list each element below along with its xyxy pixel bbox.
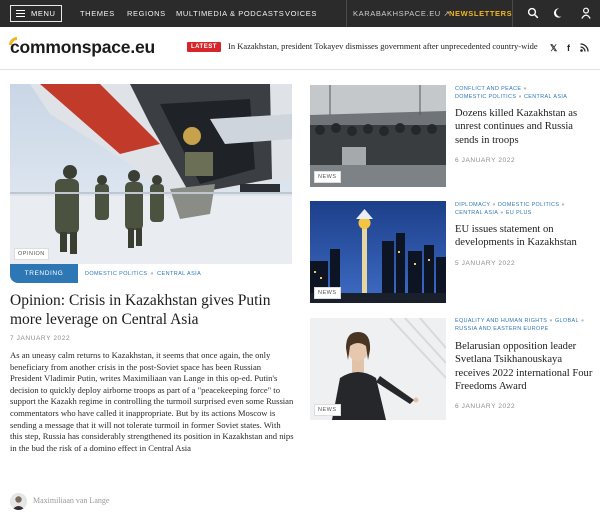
side-article-image[interactable] [310, 85, 446, 187]
news-badge[interactable]: NEWS [314, 287, 341, 299]
side-article-date: 6 JANUARY 2022 [455, 403, 516, 410]
category-link[interactable]: CONFLICT AND PEACE [455, 86, 522, 92]
hero-article-image[interactable] [10, 84, 292, 264]
karabakhspace-link[interactable]: KARABAKHSPACE.EU ↗ [353, 9, 451, 18]
category-link[interactable]: EQUALITY AND HUMAN RIGHTS [455, 318, 548, 324]
facebook-icon[interactable]: f [567, 43, 570, 53]
side-article-date: 5 JANUARY 2022 [455, 260, 516, 267]
category-link[interactable]: CENTRAL ASIA [455, 209, 499, 216]
menu-button[interactable] [10, 5, 62, 22]
menu-label: MENU [31, 9, 56, 18]
airplane-troops-photo [10, 84, 292, 264]
category-link[interactable]: RUSSIA AND EASTERN EUROPE [455, 325, 549, 332]
hero-article-date: 7 JANUARY 2022 [10, 335, 71, 342]
nav-link-voices[interactable]: VOICES [285, 9, 317, 18]
category-link[interactable]: DIPLOMACY [455, 202, 491, 208]
latest-badge: LATEST [187, 42, 221, 52]
hero-article-title[interactable]: Opinion: Crisis in Kazakhstan gives Putin more leverage on Central Asia [10, 292, 271, 328]
side-article-image[interactable] [310, 318, 446, 420]
side-article-title[interactable]: EU issues statement on developments in Kazakhstan [455, 224, 577, 249]
side-article-title[interactable]: Dozens killed Kazakhstan as unrest continues and Russia sends in troops [455, 108, 578, 146]
news-badge[interactable]: NEWS [314, 171, 341, 183]
category-link[interactable]: CENTRAL ASIA [157, 271, 202, 277]
user-icon[interactable] [580, 7, 592, 19]
nav-link-multimedia-podcasts[interactable]: MULTIMEDIA & PODCASTS [176, 9, 285, 18]
side-article-date: 6 JANUARY 2022 [455, 157, 516, 164]
side-article-categories: CONFLICT AND PEACE ● DOMESTIC POLITICS ● CENTRAL ASIA [455, 86, 568, 100]
top-navigation-bar [0, 0, 600, 27]
author-avatar[interactable] [10, 493, 27, 510]
nav-divider [346, 0, 347, 27]
author-photo [10, 493, 27, 510]
news-ticker[interactable]: In Kazakhstan, president Tokayev dismisses government after unprecedented country-wide [228, 41, 538, 51]
search-icon[interactable] [527, 7, 539, 19]
category-link[interactable]: DOMESTIC POLITICS [85, 271, 148, 277]
side-article-categories: DIPLOMACY ● DOMESTIC POLITICS ● CENTRAL ASIA ● EU PLUS [455, 202, 565, 216]
nav-link-regions[interactable]: REGIONS [127, 9, 166, 18]
author-name[interactable]: Maximiliaan van Lange [33, 496, 110, 505]
dark-mode-icon[interactable] [553, 7, 565, 19]
newsletters-link[interactable]: NEWSLETTERS [449, 9, 513, 18]
nav-divider [512, 0, 513, 27]
news-badge[interactable]: NEWS [314, 404, 341, 416]
side-article-image[interactable] [310, 201, 446, 303]
category-link[interactable]: GLOBAL [554, 318, 579, 324]
side-article-title[interactable]: Belarusian opposition leader Svetlana Tsikhanouskaya receives 2022 international Four Freedoms Award [455, 341, 593, 393]
category-link[interactable]: CENTRAL ASIA [523, 93, 568, 100]
rss-icon[interactable] [580, 43, 589, 52]
category-link[interactable]: DOMESTIC POLITICS [498, 202, 560, 208]
opinion-badge[interactable]: OPINION [14, 248, 49, 260]
trending-label: TRENDING [10, 264, 78, 283]
category-link[interactable]: EU PLUS [505, 209, 532, 216]
brand-bar [0, 27, 600, 70]
side-article-categories: EQUALITY AND HUMAN RIGHTS ● GLOBAL ● RUSSIA AND EASTERN EUROPE [455, 318, 585, 332]
hamburger-icon [16, 10, 25, 17]
hero-categories: DOMESTIC POLITICS ● CENTRAL ASIA [85, 271, 202, 277]
nav-link-themes[interactable]: THEMES [80, 9, 115, 18]
category-link[interactable]: DOMESTIC POLITICS [455, 93, 517, 100]
twitter-icon[interactable]: 𝕏 [550, 43, 558, 53]
hero-article-excerpt: As an uneasy calm returns to Kazakhstan, it seems that once again, the only beneficiary from another crisis in the post-Soviet space has been Russian President Vladimir Putin, writes Maximiliaan van Lange in this op-ed. Putin's decision to quickly deploy airborne troops as part of a "peacekeeping force" to support the Kazakh regime in controlling the turmoil surprised even some Russian commentators who have called it inappropriate. But by its actions Moscow is sending a message that it will not tolerate turmoil in former Soviet states. With this step, Russia has considerably strengthened its position in Kazakhstan and nips in the bud the risk of a domino effect in Central Asia [10, 350, 294, 453]
site-logo[interactable]: commonspace.eu [10, 37, 156, 57]
